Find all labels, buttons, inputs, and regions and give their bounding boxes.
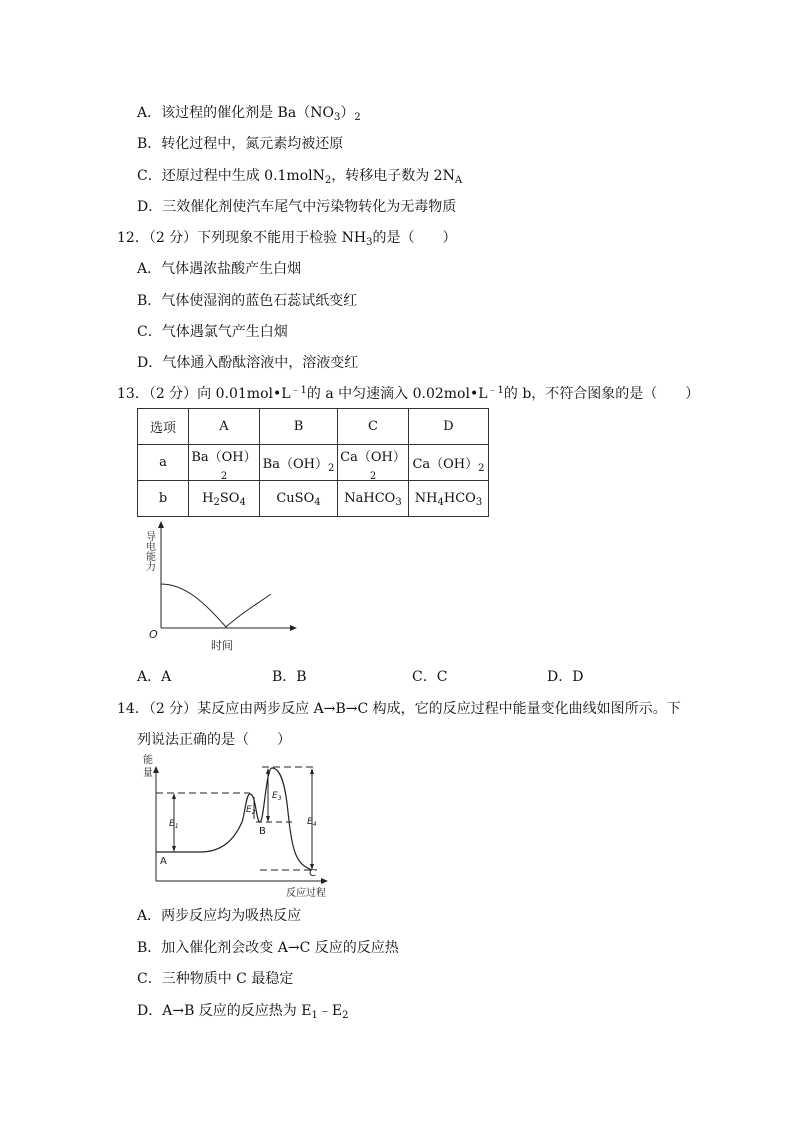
q11-option-d: D．三效催化剂使汽车尾气中污染物转化为无毒物质 bbox=[137, 199, 457, 215]
origin-label: O bbox=[149, 628, 158, 641]
point-b-label: B bbox=[259, 826, 266, 837]
point-c-label: C bbox=[309, 868, 316, 879]
point-a-label: A bbox=[160, 856, 167, 867]
table-header-cell: A bbox=[189, 409, 260, 445]
q14-option-b: B．加入催化剂会改变 A→C 反应的反应热 bbox=[137, 940, 399, 956]
q13-conductivity-graph bbox=[135, 518, 310, 656]
e4-label: $E_4$ bbox=[307, 817, 317, 828]
table-row-label: a bbox=[138, 445, 189, 481]
q13-stem: 13．（2 分）向 $0.01mol•L^{﹣1}$的 a 中匀速滴入 $0.02mol•L^{﹣1}$的 b，不符合图象的是（ ） bbox=[117, 385, 700, 402]
e3-arrowhead-down bbox=[266, 816, 270, 822]
e1-label: $E_1$ bbox=[169, 819, 179, 830]
e2-label: $E_2$ bbox=[246, 805, 256, 816]
y-axis-label-1: 能 bbox=[143, 755, 153, 766]
x-axis-label: 时间 bbox=[211, 639, 233, 652]
energy-curve bbox=[156, 768, 312, 870]
q11-option-a: A．该过程的催化剂是 $Ba(NO_3)_2$ bbox=[137, 105, 361, 123]
y-axis-label: 导电能力 bbox=[143, 531, 155, 571]
q13-options-table bbox=[137, 408, 489, 517]
table-header-cell: 选项 bbox=[138, 409, 189, 445]
table-header-cell: C bbox=[338, 409, 409, 445]
q11-option-c: C．还原过程中生成 0.1molN$_2$，转移电子数为 $2N_A$ bbox=[137, 168, 463, 186]
e1-arrowhead-up bbox=[172, 793, 176, 799]
e3-label: $E_3$ bbox=[272, 791, 282, 802]
q13-choice-a: A．A bbox=[137, 669, 172, 685]
x-axis-label: 反应过程 bbox=[286, 888, 326, 899]
table-header-cell: D bbox=[409, 409, 489, 445]
q14-option-c: C．三种物质中 C 最稳定 bbox=[137, 971, 294, 987]
table-cell: $Ca(OH)_2$ bbox=[338, 445, 409, 481]
table-cell: $Ba(OH)_2$ bbox=[189, 445, 260, 481]
table-cell: $Ca(OH)_2$ bbox=[409, 445, 489, 481]
e1-arrowhead-down bbox=[172, 846, 176, 852]
table-cell: $NH_4HCO_3$ bbox=[409, 481, 489, 517]
q12-option-d: D．气体通入酚酞溶液中，溶液变红 bbox=[137, 355, 359, 371]
q12-option-b: B．气体使湿润的蓝色石蕊试纸变红 bbox=[137, 293, 358, 309]
q11-option-b: B．转化过程中，氮元素均被还原 bbox=[137, 136, 344, 152]
q14-energy-diagram bbox=[142, 752, 342, 900]
table-row bbox=[138, 481, 489, 517]
q14-option-a: A．两步反应均为吸热反应 bbox=[137, 908, 302, 924]
table-cell: $H_2SO_4$ bbox=[189, 481, 260, 517]
conductivity-curve bbox=[161, 584, 271, 627]
q14-stem-line1: 14．（2 分）某反应由两步反应 A→B→C 构成，它的反应过程中能量变化曲线如图所示。下 bbox=[117, 701, 681, 717]
q14-stem-line2: 列说法正确的是（ ） bbox=[137, 732, 291, 748]
x-axis-arrow bbox=[321, 878, 328, 884]
y-axis-arrow bbox=[158, 521, 164, 528]
table-cell: CuSO$_4$ bbox=[260, 481, 338, 517]
table-row bbox=[138, 409, 489, 445]
y-axis-arrow bbox=[153, 766, 159, 773]
table-cell: $Ba(OH)_2$ bbox=[260, 445, 338, 481]
q13-choice-d: D．D bbox=[547, 669, 584, 685]
x-axis-arrow bbox=[290, 625, 297, 631]
q13-choice-b: B．B bbox=[272, 669, 307, 685]
q12-stem: 12．（2 分）下列现象不能用于检验 $NH_3$的是（ ） bbox=[117, 230, 457, 248]
table-row-label: b bbox=[138, 481, 189, 517]
q13-choice-c: C．C bbox=[412, 669, 448, 685]
q12-option-c: C．气体遇氯气产生白烟 bbox=[137, 324, 288, 340]
y-axis-label-2: 量 bbox=[143, 768, 153, 779]
q14-option-d: D．A→B 反应的反应热为 $E_1﹣E_2$ bbox=[137, 1003, 349, 1021]
table-row bbox=[138, 445, 489, 481]
e4-arrowhead-up bbox=[310, 768, 314, 774]
q12-option-a: A．气体遇浓盐酸产生白烟 bbox=[137, 261, 302, 277]
table-cell: NaHCO$_3$ bbox=[338, 481, 409, 517]
table-header-cell: B bbox=[260, 409, 338, 445]
